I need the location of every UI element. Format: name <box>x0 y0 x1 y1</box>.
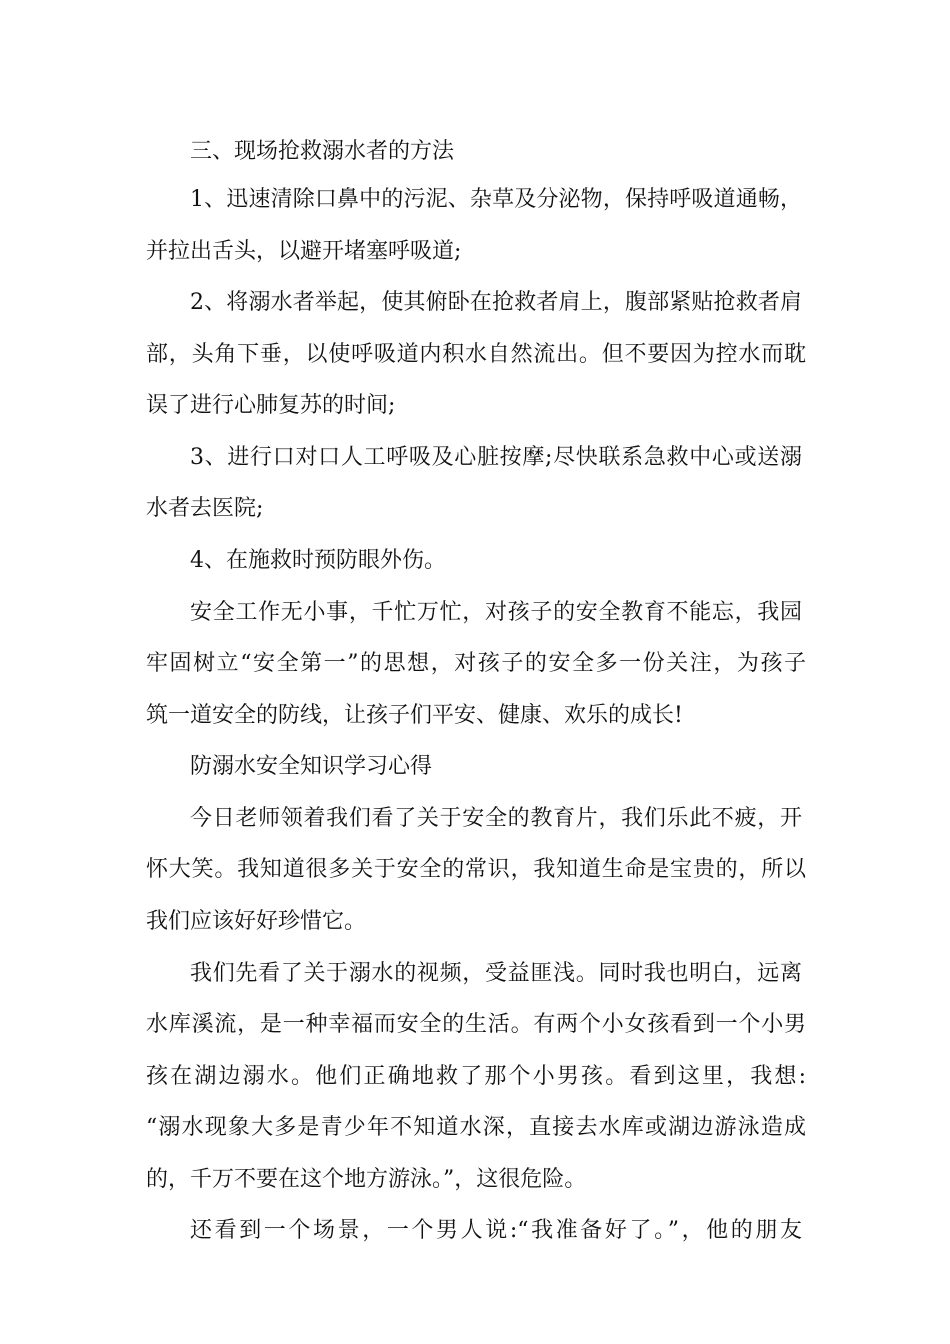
text-line: 怀大笑。我知道很多关于安全的常识，我知道生命是宝贵的，所以 <box>146 857 806 882</box>
text-line: 的，千万不要在这个地方游泳。”，这很危险。 <box>146 1167 587 1192</box>
text-line: 3、进行口对口人工呼吸及心脏按摩;尽快联系急救中心或送溺 <box>190 445 802 470</box>
text-line: 我们应该好好珍惜它。 <box>146 909 367 934</box>
text-line: 水者去医院; <box>146 496 264 521</box>
text-line: 部，头角下垂，以使呼吸道内积水自然流出。但不要因为控水而耽 <box>146 342 806 367</box>
text-line: 还看到一个场景，一个男人说:“我准备好了。”，他的朋友 <box>190 1218 802 1243</box>
text-line: 2、将溺水者举起，使其俯卧在抢救者肩上，腹部紧贴抢救者肩 <box>190 290 802 315</box>
text-line: 筑一道安全的防线，让孩子们平安、健康、欢乐的成长! <box>146 703 683 728</box>
text-line: “溺水现象大多是青少年不知道水深，直接去水库或湖边游泳造成 <box>146 1115 806 1140</box>
text-line: 今日老师领着我们看了关于安全的教育片，我们乐此不疲，开 <box>190 806 802 831</box>
text-line: 孩在湖边溺水。他们正确地救了那个小男孩。看到这里，我想: <box>146 1064 806 1089</box>
text-line: 误了进行心肺复苏的时间; <box>146 393 396 418</box>
text-line: 4、在施救时预防眼外伤。 <box>190 548 446 573</box>
text-line: 并拉出舌头，以避开堵塞呼吸道; <box>146 239 462 264</box>
text-line: 1、迅速清除口鼻中的污泥、杂草及分泌物，保持呼吸道通畅， <box>190 187 802 212</box>
section-heading: 防溺水安全知识学习心得 <box>190 754 433 779</box>
text-line: 我们先看了关于溺水的视频，受益匪浅。同时我也明白，远离 <box>190 961 802 986</box>
section-heading: 三、现场抢救溺水者的方法 <box>190 139 455 164</box>
text-line: 牢固树立“安全第一”的思想，对孩子的安全多一份关注，为孩子 <box>146 651 806 676</box>
text-line: 安全工作无小事，千忙万忙，对孩子的安全教育不能忘，我园 <box>190 600 802 625</box>
text-line: 水库溪流，是一种幸福而安全的生活。有两个小女孩看到一个小男 <box>146 1012 806 1037</box>
